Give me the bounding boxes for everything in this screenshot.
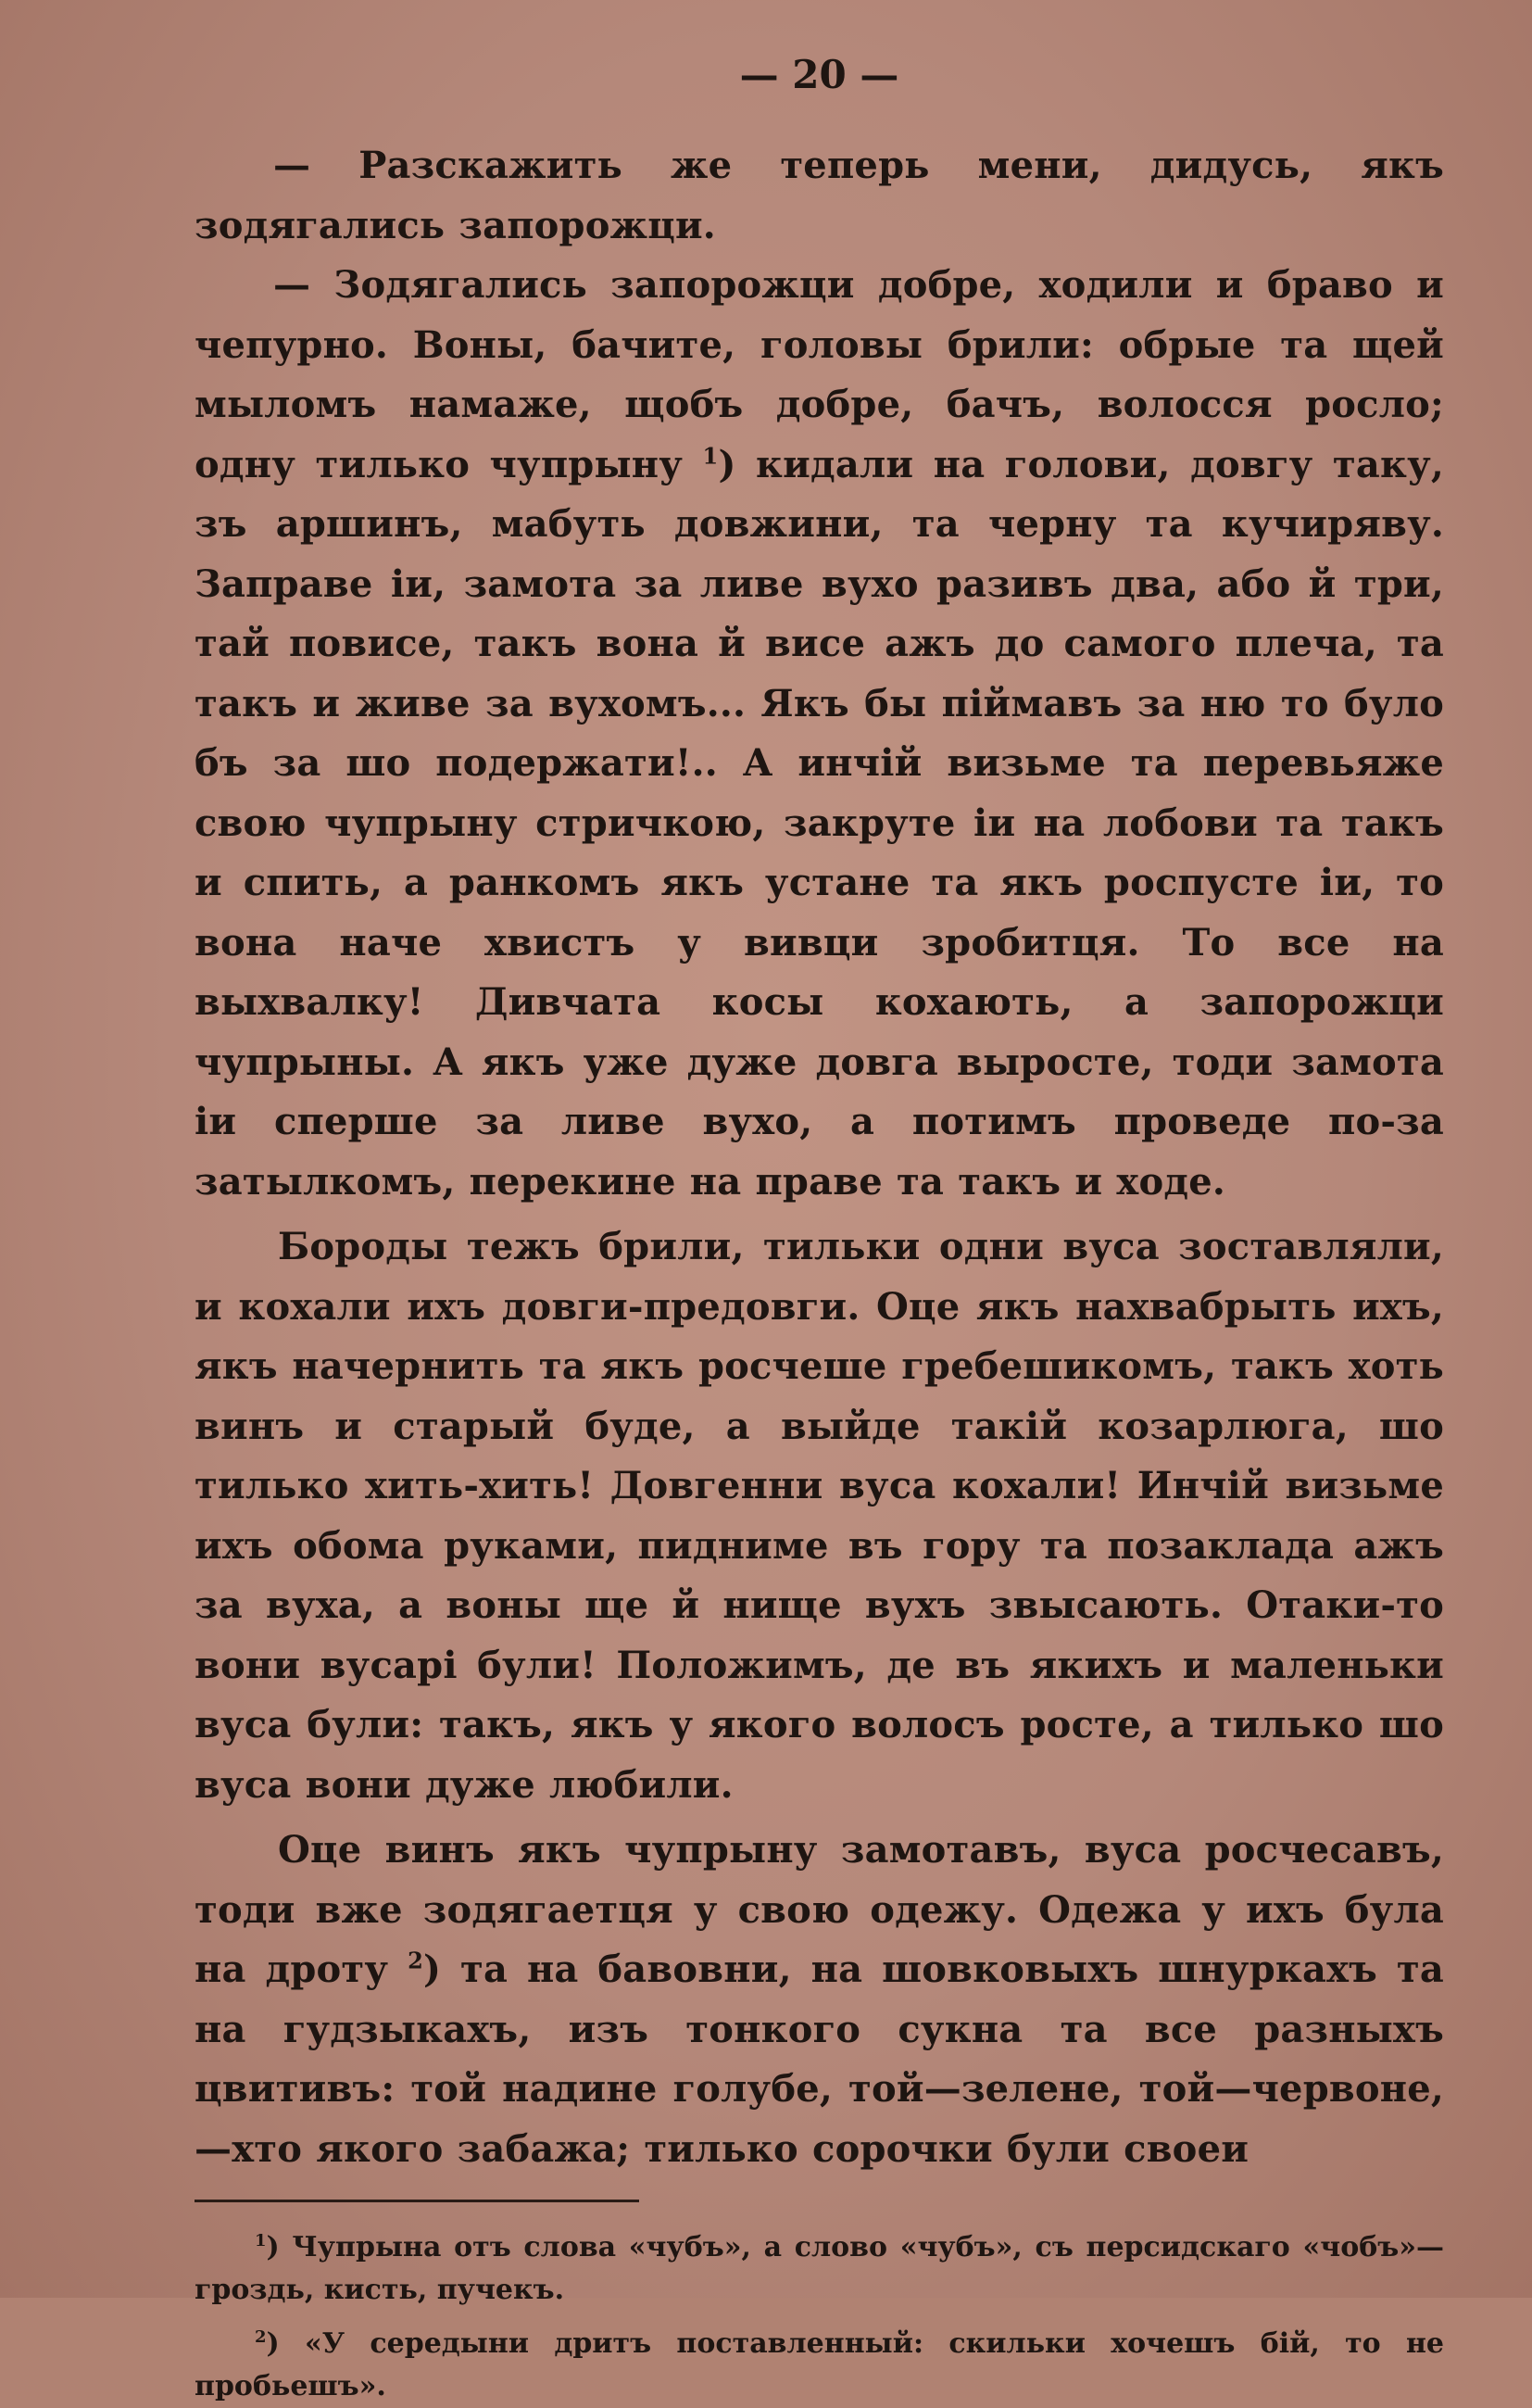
paragraph-2-text-a: — Зодягались запорожци добре, ходили и браво и чепурно. Воны, бачите, головы брили: обрые та щей мыломъ намаже, щобъ добре, бачъ, волосся росло; одну тилько чупрыну — [195, 263, 1444, 486]
page-number: — 20 — — [739, 52, 899, 97]
footnote-2 — [195, 2323, 1444, 2408]
main-text — [195, 136, 1444, 2179]
paragraph-2-text-b: ) кидали на голови, довгу таку, зъ аршинъ, мабуть довжини, та черну та кучиряву. Заправе іи, замота за ливе вухо разивъ два, або й три, тай повисе, такъ вона й висе ажъ до самого плеча, та такъ и живе за вухомъ... Якъ бы піймавъ за ню то було бъ за шо подержати!.. А инчій визьме та перевьяже свою чупрыну стричкою, закруте іи на лобови та такъ и спить, а ранкомъ якъ устане та якъ роспусте іи, то вона наче хвистъ у вивци зробитця. То все на выхвалку! Дивчата косы кохають, а запорожци чупрыны. А якъ уже дуже довга выросте, тоди замота іи сперше за ливе вухо, а потимъ проведе по-за затылкомъ, перекине на праве та такъ и ходе. — [195, 442, 1444, 1204]
paragraph-4-text-b: ) та на бавовни, на шовковыхъ шнуркахъ та на гудзыкахъ, изъ тонкого сукна та все разныхъ цвитивъ: той надине голубе, той—зелене, той—червоне,—хто якого забажа; тилько сорочки були своеи — [195, 1948, 1445, 2171]
paragraph-4 — [195, 1821, 1444, 2179]
paragraph-3: Бороды тежъ брили, тильки одни вуса зоставляли, и кохали ихъ довги-предовги. Оце якъ нахвабрыть ихъ, якъ начернить та якъ росчеше гребешикомъ, такъ хоть винъ и старый буде, а выйде такій козарлюга, шо тилько хить-хить! Довгенни вуса кохали! Инчій визьме ихъ обома руками, пидниме въ гору та позаклада ажъ за вуха, а воны ще й нище вухъ звысають. Отаки-то вони вусарі були! Положимъ, де въ якихъ и маленьки вуса були: такъ, якъ у якого волосъ росте, а тилько шо вуса вони дуже любили. — [195, 1225, 1444, 1807]
footnote-mark-2: 2 — [255, 2327, 267, 2348]
footnote-ref-2: 2 — [408, 1947, 423, 1974]
paragraph-2 — [195, 256, 1444, 1212]
footnote-2-text: ) «У середыни дритъ поставленный: скильки хочешъ бій, то не пробьешъ». — [195, 2327, 1444, 2402]
footnote-divider — [195, 2200, 639, 2202]
footnotes — [195, 2200, 1444, 2408]
footnote-mark-1: 1 — [255, 2231, 267, 2251]
paragraph-4-text-a: Оце винъ якъ чупрыну замотавъ, вуса росчесавъ, тоди вже зодягаетця у свою одежу. Одежа у ихъ була на дроту — [195, 1828, 1444, 1991]
paragraph-1: — Разскажить же теперь мени, дидусь, якъ зодягались запорожци. — [195, 144, 1444, 247]
footnote-ref-1: 1 — [702, 442, 719, 470]
footnote-1 — [195, 2226, 1444, 2312]
footnote-1-text: ) Чупрына отъ слова «чубъ», а слово «чубъ», съ персидскаго «чобъ»—гроздь, кисть, пучекъ. — [195, 2231, 1444, 2306]
